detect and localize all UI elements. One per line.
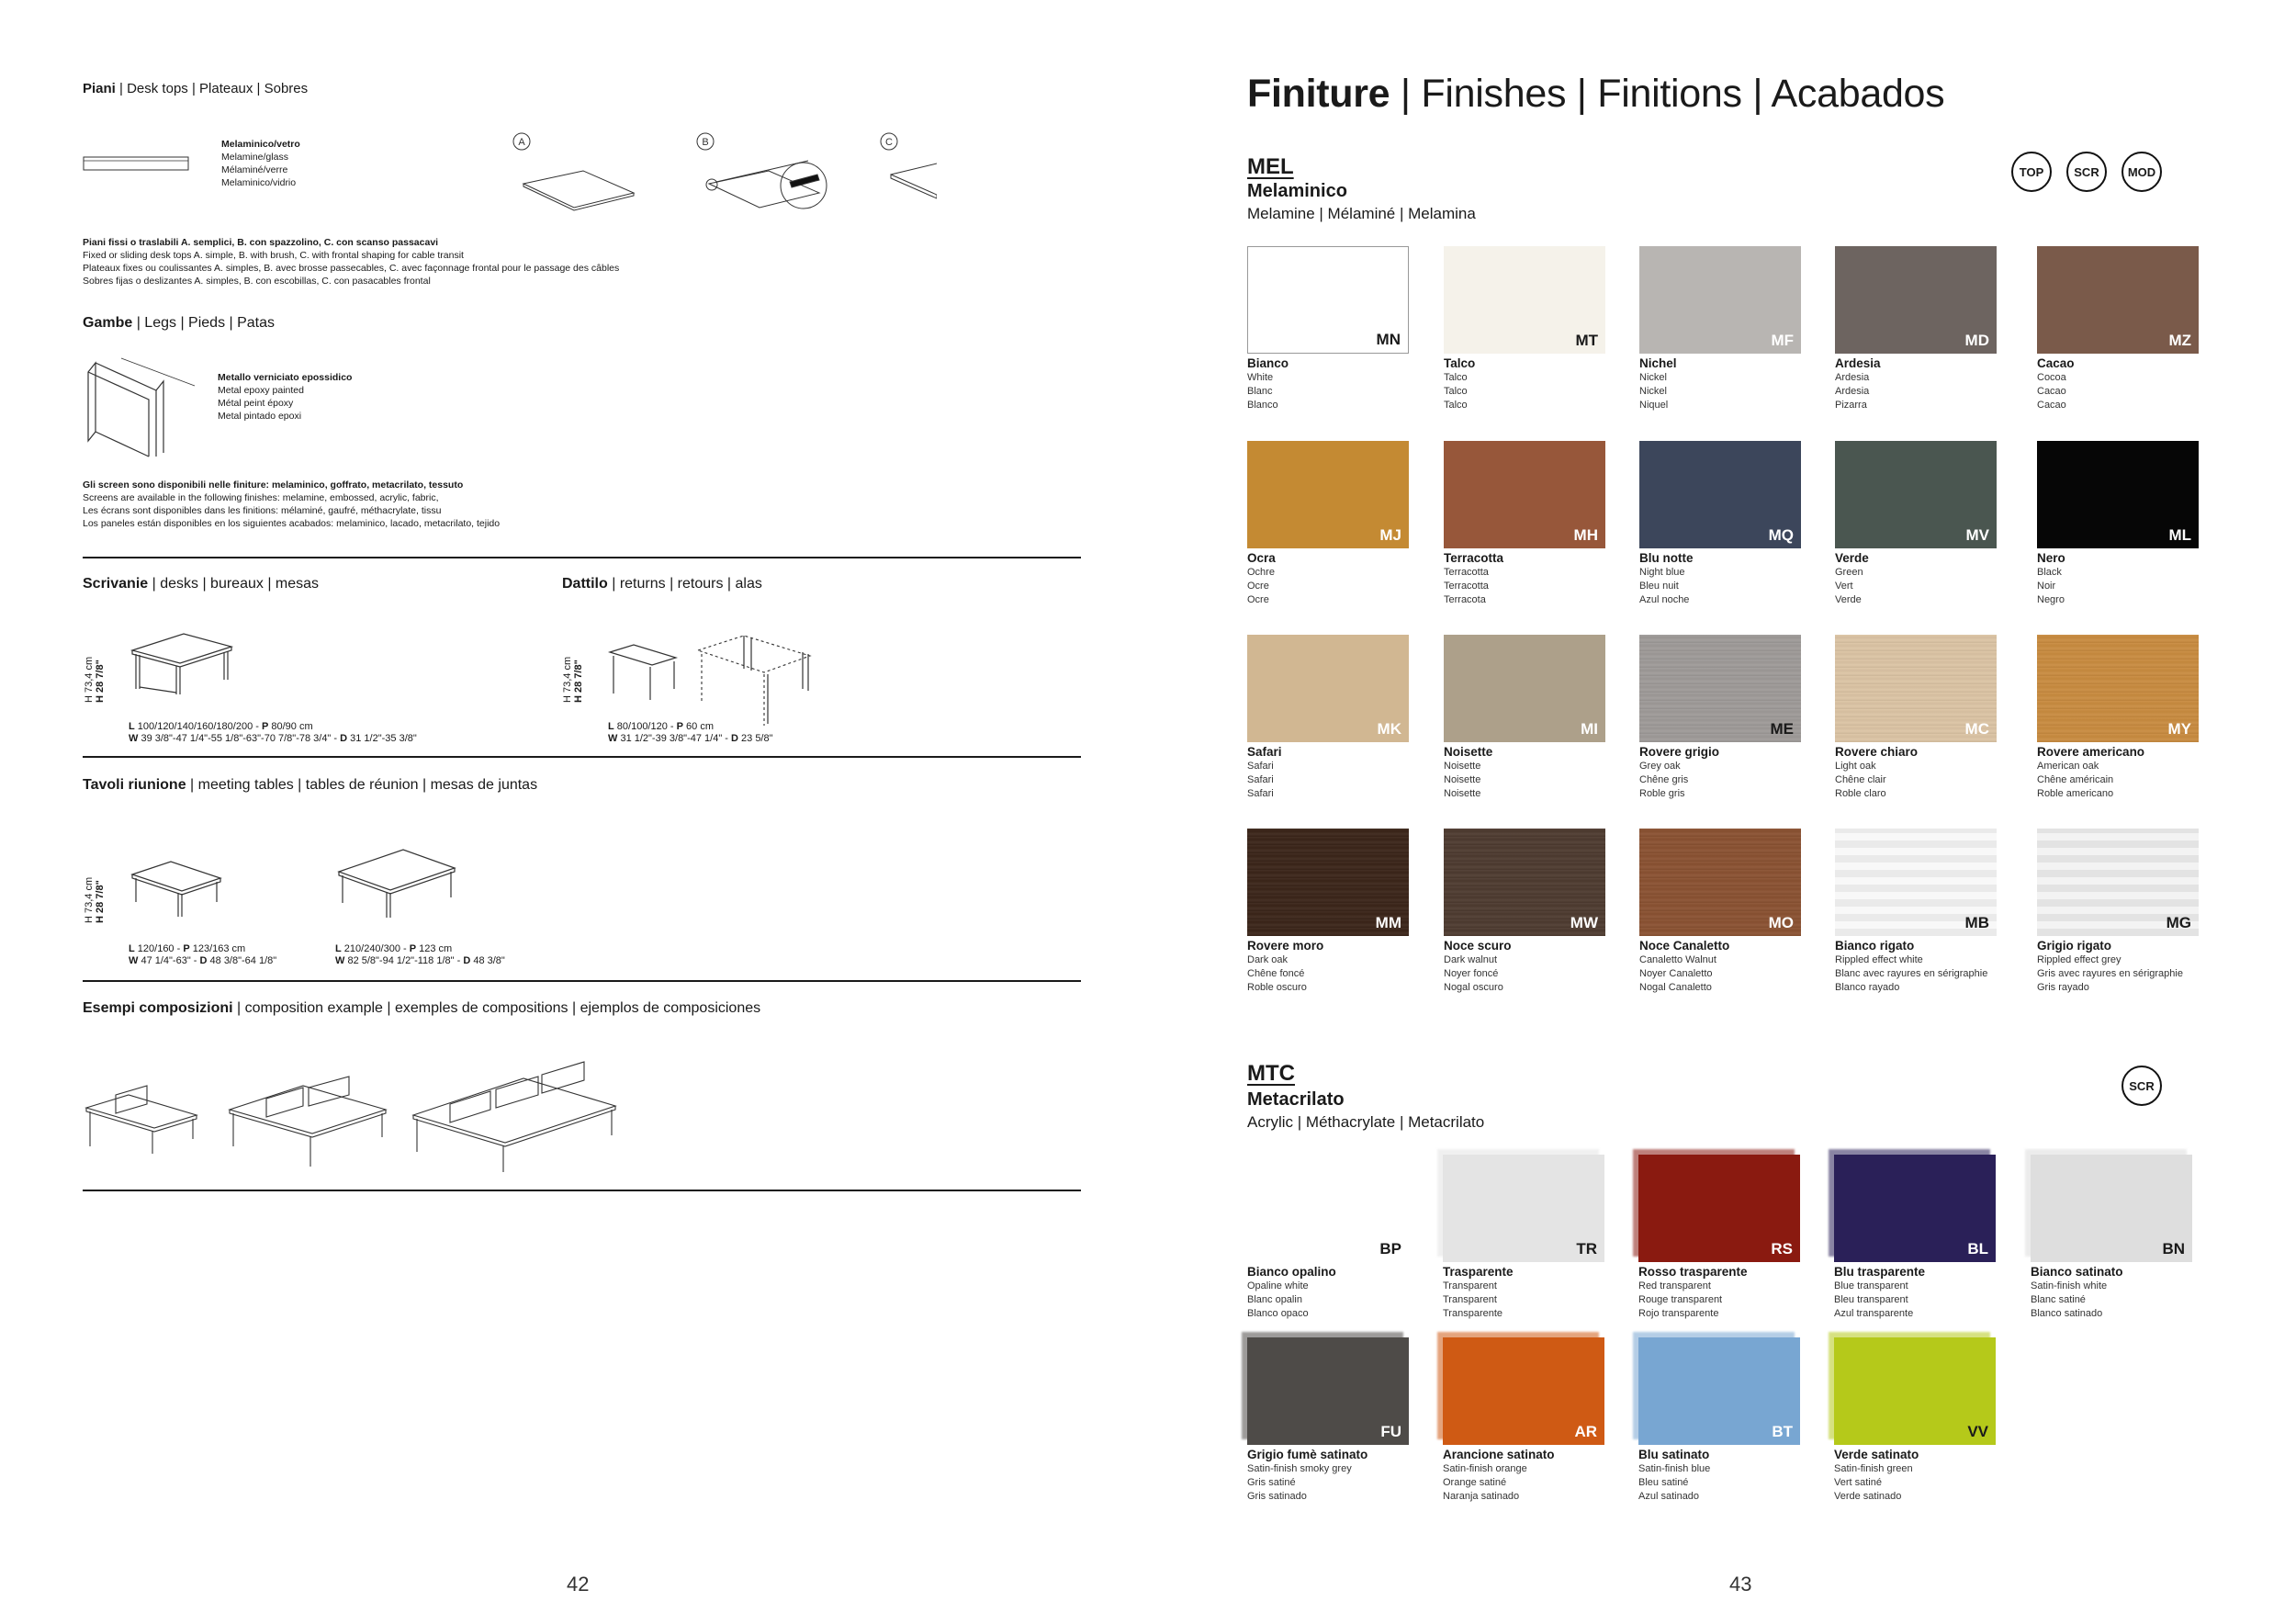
finish-translation: Blanco opaco xyxy=(1247,1308,1309,1319)
finish-translation: Transparente xyxy=(1443,1308,1503,1319)
piani-note: Piani fissi o traslabili A. semplici, B. con spazzolino, C. con scanso passacavi Fixed or sliding desk tops A. simple, B. with brush, C. with frontal shaping for cable transit Plateaux fixes ou coulissantes A. simples, B. avec brosse passecables, C. avec façonnage frontal pour le passage des câbles Sobres fijas o deslizantes A. simples, B. con escobillas, C. con pasacables frontal xyxy=(83,237,620,287)
screens-note: Gli screen sono disponibili nelle finiture: melaminico, goffrato, metacrilato, tessuto Screens are available in the following finishes: melamine, embossed, acrylic, fabric, Les écrans sont disponibles dans les finitions: mélaminé, gaufré, méthacrylate, tissu Los paneles están disponibles en los siguientes acabados: melaminico, lacado, metacrilato, tejido xyxy=(83,479,501,529)
return-dimensions: L 80/100/120 - P 60 cm W 31 1/2"-39 3/8"-47 1/4" - D 23 5/8" xyxy=(608,721,773,744)
finish-label xyxy=(2037,551,2212,607)
finish-label xyxy=(1247,745,1422,801)
finish-label xyxy=(1639,551,1814,607)
finish-translation: Chêne gris xyxy=(1639,774,1689,785)
finish-name: Noce scuro xyxy=(1444,939,1512,953)
finish-translation: American oak xyxy=(2037,761,2099,772)
section-rule xyxy=(83,557,1081,558)
finish-code: BL xyxy=(1967,1240,1988,1257)
finish-translation: Black xyxy=(2037,567,2062,578)
finish-code: MG xyxy=(2166,914,2191,931)
finish-code: MD xyxy=(1964,332,1989,349)
finish-translation: Blanc xyxy=(1247,386,1273,397)
right-page xyxy=(1148,0,2296,1624)
height-label-inch: H 28 7/8" xyxy=(95,660,106,703)
finish-translation: Noisette xyxy=(1444,788,1481,799)
finish-translation: Talco xyxy=(1444,372,1468,383)
finish-label xyxy=(2037,939,2212,995)
finish-swatch xyxy=(1835,441,1997,548)
finish-translation: Night blue xyxy=(1639,567,1685,578)
finish-translation: Chêne clair xyxy=(1835,774,1886,785)
badge-scr: SCR xyxy=(2122,1066,2162,1106)
finish-swatch xyxy=(1444,441,1605,548)
finish-translation: Nogal Canaletto xyxy=(1639,982,1712,993)
height-label-inch: H 28 7/8" xyxy=(573,660,584,703)
finish-swatch xyxy=(1247,246,1409,354)
finish-translation: Grey oak xyxy=(1639,761,1681,772)
finish-code: MN xyxy=(1376,331,1401,348)
finish-translation: Satin-finish white xyxy=(2031,1280,2108,1291)
finish-translation: Light oak xyxy=(1835,761,1876,772)
finish-code: BN xyxy=(2162,1240,2185,1257)
finish-translation: Cocoa xyxy=(2037,372,2066,383)
finish-translation: Noyer Canaletto xyxy=(1639,968,1713,979)
finish-translation: Satin-finish orange xyxy=(1443,1463,1527,1474)
finish-name: Verde satinato xyxy=(1834,1448,1919,1461)
finish-label xyxy=(1835,551,2009,607)
piani-title: Piani | Desk tops | Plateaux | Sobres xyxy=(83,81,309,96)
finish-swatch xyxy=(1639,829,1801,936)
desktop-section-illustration xyxy=(83,152,193,179)
finish-translation: Bleu satiné xyxy=(1638,1477,1689,1488)
gambe-title: Gambe | Legs | Pieds | Patas xyxy=(83,315,276,331)
finish-swatch xyxy=(1247,635,1409,742)
finish-name: Trasparente xyxy=(1443,1265,1514,1279)
finish-swatch xyxy=(1247,1155,1409,1262)
finish-translation: Safari xyxy=(1247,774,1274,785)
finish-label xyxy=(2031,1265,2205,1321)
finish-translation: Terracotta xyxy=(1444,581,1489,592)
finish-code: MW xyxy=(1570,914,1598,931)
variant-letter: C xyxy=(885,137,893,148)
finish-translation: Gris avec rayures en sérigraphie xyxy=(2037,968,2183,979)
finish-label xyxy=(1444,551,1618,607)
finish-translation: Satin-finish blue xyxy=(1638,1463,1711,1474)
finish-name: Verde xyxy=(1835,551,1869,565)
finish-translation: Azul transparente xyxy=(1834,1308,1914,1319)
finish-translation: Ardesia xyxy=(1835,386,1870,397)
finish-translation: Dark oak xyxy=(1247,954,1289,965)
finish-label xyxy=(1638,1448,1813,1504)
finish-code: VV xyxy=(1967,1423,1988,1440)
finish-name: Rovere chiaro xyxy=(1835,745,1919,759)
finish-code: MK xyxy=(1377,720,1401,738)
finish-code: BT xyxy=(1772,1423,1793,1440)
finish-label xyxy=(1639,745,1814,801)
finish-code: MY xyxy=(2167,720,2191,738)
finish-translation: Roble gris xyxy=(1639,788,1685,799)
section-rule xyxy=(83,980,1081,982)
finish-translation: Rippled effect grey xyxy=(2037,954,2122,965)
finish-label xyxy=(1443,1448,1617,1504)
finish-swatch xyxy=(1835,635,1997,742)
finish-label xyxy=(1444,356,1618,412)
finish-translation: Ocre xyxy=(1247,594,1269,605)
finish-translation: Transparent xyxy=(1443,1294,1497,1305)
finish-translation: Dark walnut xyxy=(1444,954,1498,965)
finish-translation: Blanc satiné xyxy=(2031,1294,2086,1305)
finish-translation: Transparent xyxy=(1443,1280,1497,1291)
finish-translation: Chêne foncé xyxy=(1247,968,1305,979)
finish-swatch xyxy=(1247,1337,1409,1445)
page-number: 42 xyxy=(567,1573,590,1596)
finish-label xyxy=(1247,939,1422,995)
meeting-table-small-illustration xyxy=(129,845,230,928)
finish-swatch xyxy=(1639,441,1801,548)
finish-translation: Verde xyxy=(1835,594,1862,605)
finish-translation: Terracotta xyxy=(1444,567,1489,578)
finish-translation: Vert satiné xyxy=(1834,1477,1882,1488)
section-rule xyxy=(83,756,1081,758)
height-label: H 73,4 cm xyxy=(84,656,95,703)
finish-label xyxy=(1444,939,1618,995)
finish-translation: Canaletto Walnut xyxy=(1639,954,1716,965)
finish-code: MF xyxy=(1771,332,1794,349)
finish-translation: Chêne américain xyxy=(2037,774,2114,785)
finish-name: Rosso trasparente xyxy=(1638,1265,1748,1279)
finish-swatch xyxy=(1638,1155,1800,1262)
finish-code: MV xyxy=(1965,526,1989,544)
finish-name: Safari xyxy=(1247,745,1282,759)
finish-code: MQ xyxy=(1768,526,1794,544)
finish-name: Grigio fumè satinato xyxy=(1247,1448,1368,1461)
finish-swatch xyxy=(1835,246,1997,354)
finish-translation: Orange satiné xyxy=(1443,1477,1507,1488)
section-rule xyxy=(83,1190,1081,1191)
finish-name: Ocra xyxy=(1247,551,1276,565)
finish-translation: Noisette xyxy=(1444,774,1481,785)
finish-translation: Gris satiné xyxy=(1247,1477,1296,1488)
finish-code: MH xyxy=(1573,526,1598,544)
finish-name: Rovere moro xyxy=(1247,939,1324,953)
finish-swatch xyxy=(1444,635,1605,742)
finish-label xyxy=(1247,1265,1422,1321)
badge-scr: SCR xyxy=(2066,152,2107,192)
finish-code: MZ xyxy=(2168,332,2191,349)
finish-translation: Opaline white xyxy=(1247,1280,1309,1291)
finish-translation: Vert xyxy=(1835,581,1853,592)
finish-translation: Pizarra xyxy=(1835,400,1867,411)
finish-name: Terracotta xyxy=(1444,551,1504,565)
finish-name: Noisette xyxy=(1444,745,1493,759)
finish-translation: Nickel xyxy=(1639,372,1667,383)
finish-translation: Rouge transparent xyxy=(1638,1294,1723,1305)
finish-translation: Azul satinado xyxy=(1638,1491,1700,1502)
finish-name: Noce Canaletto xyxy=(1639,939,1730,953)
finish-swatch xyxy=(1247,441,1409,548)
finish-label xyxy=(1247,356,1422,412)
finish-code: FU xyxy=(1380,1423,1401,1440)
finish-translation: White xyxy=(1247,372,1274,383)
height-label: H 73,4 cm xyxy=(84,876,95,923)
finish-name: Blu satinato xyxy=(1638,1448,1710,1461)
finish-name: Talco xyxy=(1444,356,1476,370)
finish-name: Bianco satinato xyxy=(2031,1265,2123,1279)
finish-translation: Ochre xyxy=(1247,567,1275,578)
finish-name: Rovere grigio xyxy=(1639,745,1720,759)
finish-translation: Terracota xyxy=(1444,594,1486,605)
finish-translation: Gris satinado xyxy=(1247,1491,1307,1502)
finish-label xyxy=(1834,1265,2009,1321)
finish-translation: Niquel xyxy=(1639,400,1669,411)
finish-translation: Rippled effect white xyxy=(1835,954,1923,965)
finish-translation: Nogal oscuro xyxy=(1444,982,1503,993)
finish-swatch xyxy=(1834,1155,1996,1262)
mel-name: Melaminico xyxy=(1247,181,1347,201)
finish-name: Arancione satinato xyxy=(1443,1448,1555,1461)
finish-name: Bianco xyxy=(1247,356,1289,370)
finish-translation: Safari xyxy=(1247,761,1274,772)
finish-swatch xyxy=(1444,829,1605,936)
finish-translation: Ardesia xyxy=(1835,372,1870,383)
finish-name: Grigio rigato xyxy=(2037,939,2111,953)
finish-translation: Ocre xyxy=(1247,581,1269,592)
finish-swatch xyxy=(2031,1155,2192,1262)
finish-swatch xyxy=(1444,246,1605,354)
finish-code: MO xyxy=(1768,914,1794,931)
finish-swatch xyxy=(1639,635,1801,742)
finish-label xyxy=(1835,745,2009,801)
badge-top: TOP xyxy=(2011,152,2052,192)
finish-translation: Noyer foncé xyxy=(1444,968,1499,979)
finish-name: Blu notte xyxy=(1639,551,1694,565)
finish-name: Bianco opalino xyxy=(1247,1265,1336,1279)
finish-swatch xyxy=(2037,829,2199,936)
finish-label xyxy=(2037,356,2212,412)
finish-translation: Blanco xyxy=(1247,400,1278,411)
finish-translation: Rojo transparente xyxy=(1638,1308,1719,1319)
finish-swatch xyxy=(1638,1337,1800,1445)
badge-mod: MOD xyxy=(2122,152,2162,192)
finish-translation: Roble americano xyxy=(2037,788,2114,799)
finish-name: Blu trasparente xyxy=(1834,1265,1926,1279)
finish-name: Nero xyxy=(2037,551,2065,565)
mtc-subtitle: Acrylic | Méthacrylate | Metacrilato xyxy=(1247,1113,1485,1131)
height-label: H 73,4 cm xyxy=(562,656,573,703)
finish-translation: Noir xyxy=(2037,581,2056,592)
finish-code: MI xyxy=(1581,720,1598,738)
tavoli-title: Tavoli riunione | meeting tables | tables de réunion | mesas de juntas xyxy=(83,777,538,793)
finish-code: ME xyxy=(1770,720,1794,738)
finish-label xyxy=(1835,356,2009,412)
melamine-desc: Melaminico/vetro Melamine/glass Mélaminé/verre Melaminico/vidrio xyxy=(221,139,300,188)
metal-desc: Metallo verniciato epossidico Metal epoxy painted Métal peint époxy Metal pintado epoxi xyxy=(218,372,353,422)
finish-translation: Talco xyxy=(1444,400,1468,411)
meeting-table-small-dimensions: L 120/160 - P 123/163 cm W 47 1/4"-63" - D 48 3/8"-64 1/8" xyxy=(129,943,277,966)
finish-label xyxy=(1639,356,1814,412)
finish-translation: Satin-finish green xyxy=(1834,1463,1913,1474)
mel-subtitle: Melamine | Mélaminé | Melamina xyxy=(1247,205,1476,222)
finish-code: MB xyxy=(1964,914,1989,931)
finish-code: MT xyxy=(1575,332,1598,349)
finish-label xyxy=(1639,939,1814,995)
finish-name: Bianco rigato xyxy=(1835,939,1915,953)
finish-translation: Cacao xyxy=(2037,400,2066,411)
finish-translation: Bleu transparent xyxy=(1834,1294,1908,1305)
dattilo-title: Dattilo | returns | retours | alas xyxy=(562,576,762,592)
finish-code: BP xyxy=(1379,1240,1401,1257)
meeting-table-large-illustration xyxy=(335,831,464,923)
finish-translation: Naranja satinado xyxy=(1443,1491,1520,1502)
finish-translation: Blanc avec rayures en sérigraphie xyxy=(1835,968,1988,979)
finish-translation: Blue transparent xyxy=(1834,1280,1908,1291)
finish-translation: Satin-finish smoky grey xyxy=(1247,1463,1352,1474)
composition-examples-illustration xyxy=(83,1038,634,1176)
mel-code: MEL xyxy=(1247,154,1294,179)
finish-code: TR xyxy=(1576,1240,1597,1257)
mtc-name: Metacrilato xyxy=(1247,1089,1345,1110)
finish-name: Nichel xyxy=(1639,356,1677,370)
finish-label xyxy=(1247,551,1422,607)
finish-code: AR xyxy=(1574,1423,1597,1440)
finish-label xyxy=(1444,745,1618,801)
finish-name: Cacao xyxy=(2037,356,2075,370)
finish-translation: Roble claro xyxy=(1835,788,1886,799)
finish-name: Rovere americano xyxy=(2037,745,2145,759)
mtc-code: MTC xyxy=(1247,1061,1295,1086)
finish-translation: Verde satinado xyxy=(1834,1491,1902,1502)
finish-code: MJ xyxy=(1379,526,1401,544)
finish-swatch xyxy=(2037,441,2199,548)
desktop-variants-illustration xyxy=(505,129,937,216)
finish-translation: Safari xyxy=(1247,788,1274,799)
finish-swatch xyxy=(1443,1337,1604,1445)
finish-code: RS xyxy=(1771,1240,1793,1257)
finish-swatch xyxy=(1639,246,1801,354)
finish-translation: Blanc opalin xyxy=(1247,1294,1302,1305)
esempi-title: Esempi composizioni | composition example | exemples de compositions | ejemplos de composiciones xyxy=(83,1000,761,1016)
finish-translation: Negro xyxy=(2037,594,2065,605)
finish-translation: Blanco satinado xyxy=(2031,1308,2103,1319)
finish-label xyxy=(1247,1448,1422,1504)
finish-translation: Red transparent xyxy=(1638,1280,1711,1291)
finish-swatch xyxy=(1834,1337,1996,1445)
finish-translation: Gris rayado xyxy=(2037,982,2089,993)
finish-code: MM xyxy=(1375,914,1401,931)
page-title: Finiture | Finishes | Finitions | Acabados xyxy=(1247,72,1945,116)
finish-translation: Roble oscuro xyxy=(1247,982,1307,993)
variant-letter: B xyxy=(702,137,709,148)
finish-swatch xyxy=(1835,829,1997,936)
desk-dimensions: L 100/120/140/160/180/200 - P 80/90 cm W 39 3/8"-47 1/4"-55 1/8"-63"-70 7/8"-78 3/4" - D 31 1/2"-35 3/8" xyxy=(129,721,417,744)
finish-name: Ardesia xyxy=(1835,356,1881,370)
finish-translation: Blanco rayado xyxy=(1835,982,1900,993)
finish-translation: Noisette xyxy=(1444,761,1481,772)
finish-label xyxy=(1443,1265,1617,1321)
finish-translation: Nickel xyxy=(1639,386,1667,397)
desk-illustration xyxy=(129,615,239,698)
finish-translation: Talco xyxy=(1444,386,1468,397)
finish-translation: Cacao xyxy=(2037,386,2066,397)
leg-illustration xyxy=(84,354,204,459)
finish-label xyxy=(1638,1265,1813,1321)
finish-swatch xyxy=(2037,635,2199,742)
variant-letter: A xyxy=(518,137,525,148)
page-number: 43 xyxy=(1729,1573,1752,1596)
finish-label xyxy=(1835,939,2009,995)
finish-translation: Green xyxy=(1835,567,1863,578)
finish-code: ML xyxy=(2168,526,2191,544)
height-label-inch: H 28 7/8" xyxy=(95,880,106,923)
return-illustration xyxy=(606,615,817,735)
meeting-table-large-dimensions: L 210/240/300 - P 123 cm W 82 5/8"-94 1/2"-118 1/8" - D 48 3/8" xyxy=(335,943,505,966)
finish-translation: Azul noche xyxy=(1639,594,1690,605)
finish-swatch xyxy=(1443,1155,1604,1262)
finish-translation: Bleu nuit xyxy=(1639,581,1679,592)
finish-code: MC xyxy=(1964,720,1989,738)
finish-swatch xyxy=(2037,246,2199,354)
finish-label xyxy=(1834,1448,2009,1504)
finish-swatch xyxy=(1247,829,1409,936)
finish-label xyxy=(2037,745,2212,801)
scrivanie-title: Scrivanie | desks | bureaux | mesas xyxy=(83,576,320,592)
